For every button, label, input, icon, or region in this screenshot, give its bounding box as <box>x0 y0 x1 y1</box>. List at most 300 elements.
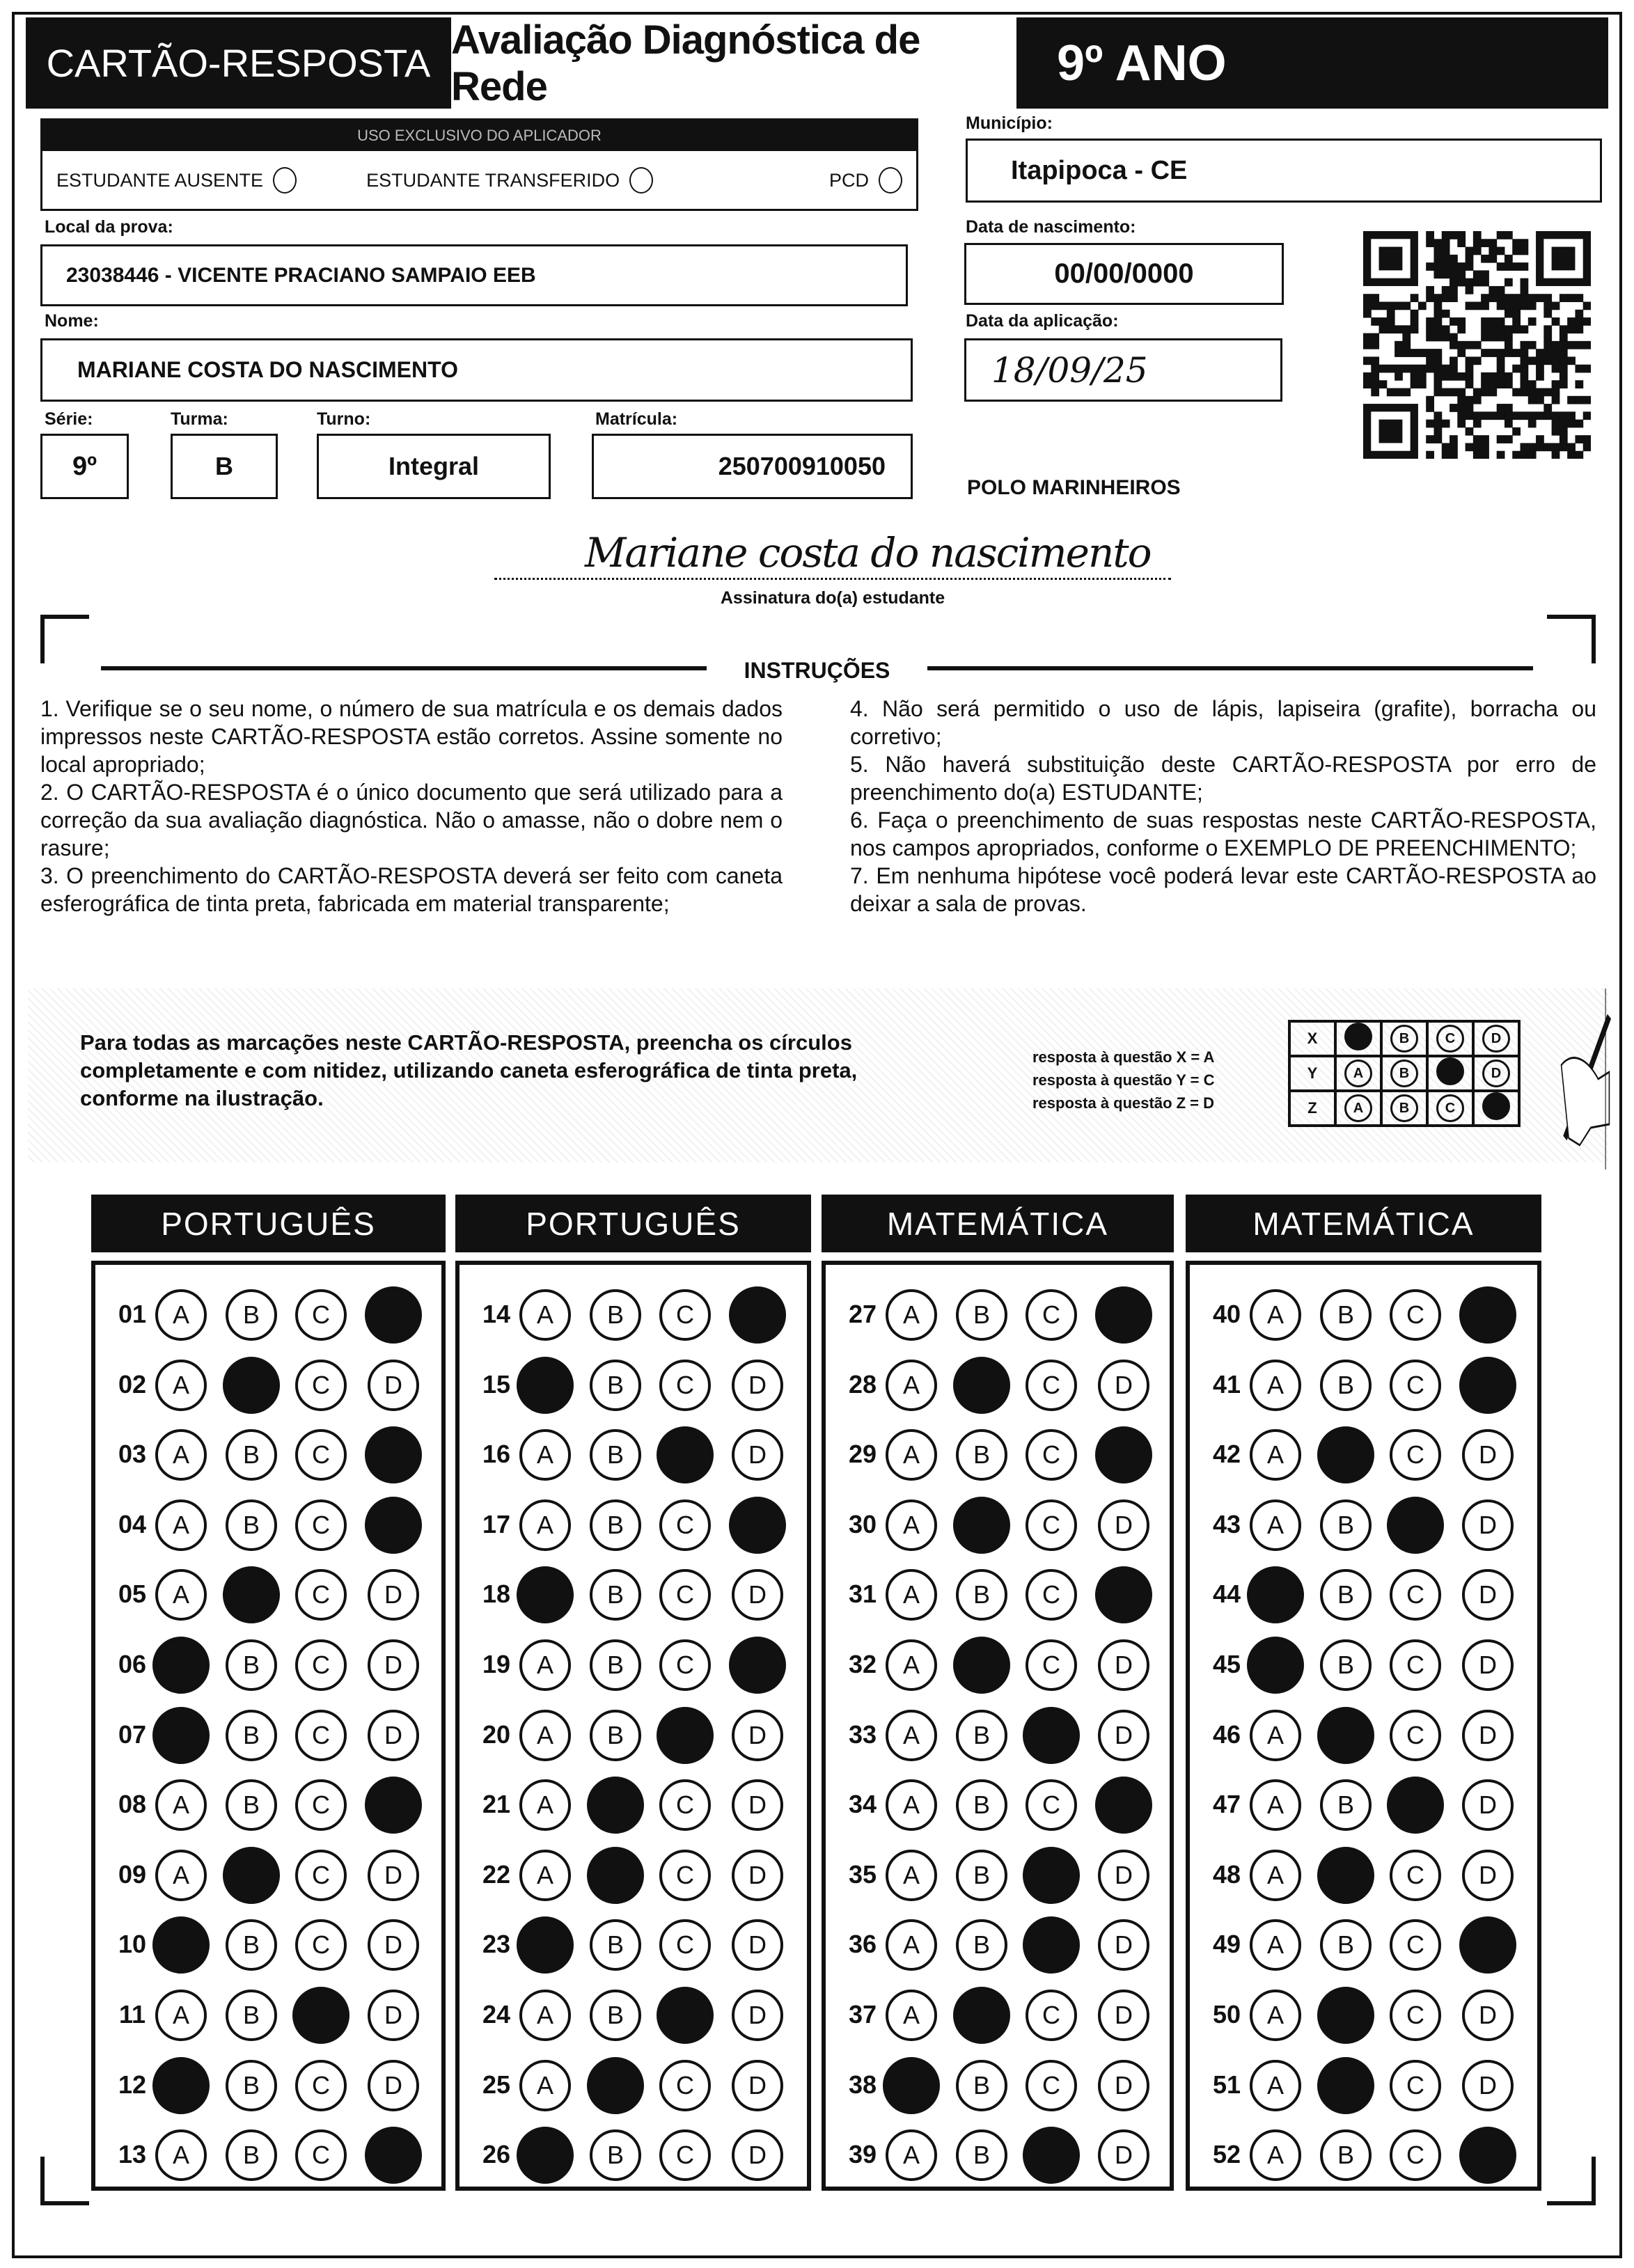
answer-bubble[interactable]: A <box>886 1429 937 1481</box>
answer-bubble-filled[interactable] <box>152 1707 210 1764</box>
corner-mark <box>1547 615 1596 663</box>
answer-bubble[interactable]: B <box>590 1429 641 1481</box>
answer-bubble[interactable]: A <box>1250 1289 1301 1341</box>
answer-bubble[interactable]: D <box>368 1710 419 1761</box>
answer-bubble[interactable]: A <box>155 2129 207 2181</box>
question-number: 17 <box>482 1509 511 1538</box>
answer-bubble[interactable]: A <box>155 1779 207 1831</box>
answer-bubble[interactable]: D <box>1462 1569 1514 1621</box>
answer-bubble[interactable]: B <box>226 1429 277 1481</box>
aplicador-box <box>40 118 918 211</box>
answer-bubble-filled[interactable] <box>587 1847 644 1904</box>
question-number: 26 <box>482 2140 511 2169</box>
answer-bubble[interactable]: A <box>155 1429 207 1481</box>
question-number: 40 <box>1212 1300 1241 1328</box>
answer-bubble[interactable]: C <box>295 1850 347 1901</box>
section-title: MATEMÁTICA <box>822 1195 1174 1252</box>
example-bubble: A <box>1344 1094 1372 1122</box>
answer-bubble[interactable]: B <box>590 2129 641 2181</box>
answer-bubble[interactable]: B <box>226 1499 277 1551</box>
question-number: 23 <box>482 1930 511 1959</box>
answer-bubble-filled[interactable] <box>587 2057 644 2114</box>
answer-bubble-filled[interactable] <box>729 1497 786 1554</box>
answer-bubble[interactable]: A <box>519 1289 571 1341</box>
answer-bubble[interactable]: A <box>886 1850 937 1901</box>
answer-bubble-filled[interactable] <box>292 1987 349 2044</box>
question-number: 52 <box>1212 2140 1241 2169</box>
answer-bubble[interactable]: A <box>155 1289 207 1341</box>
answer-bubble[interactable]: A <box>155 1360 207 1411</box>
instruction-item: 6. Faça o preenchimento de suas respostas neste CARTÃO-RESPOSTA, nos campos apropriados, conforme o EXEMPLO DE PREENCHIMENTO; <box>850 808 1596 860</box>
example-bubble: A <box>1344 1060 1372 1087</box>
answer-bubble-filled[interactable] <box>1317 1987 1374 2044</box>
answer-bubble-filled[interactable] <box>953 1497 1010 1554</box>
example-bubble: C <box>1436 1094 1464 1122</box>
answer-bubble[interactable]: C <box>1026 1990 1077 2041</box>
answer-bubble[interactable]: C <box>1390 1569 1441 1621</box>
question-number: 28 <box>848 1369 877 1399</box>
answer-bubble[interactable]: C <box>659 1360 711 1411</box>
answer-bubble[interactable]: A <box>1250 1499 1301 1551</box>
answer-bubble[interactable]: B <box>1320 1360 1372 1411</box>
question-number: 51 <box>1212 2070 1241 2099</box>
answer-bubble[interactable]: B <box>590 1499 641 1551</box>
instructions-right <box>850 695 1596 918</box>
example-cell <box>1381 1056 1427 1091</box>
question-number: 30 <box>848 1509 877 1538</box>
answer-bubble[interactable]: D <box>1462 1779 1514 1831</box>
answer-bubble[interactable]: B <box>1320 1569 1372 1621</box>
answer-bubble-filled[interactable] <box>223 1357 280 1414</box>
answer-bubble[interactable]: A <box>155 1569 207 1621</box>
question-number: 09 <box>118 1859 147 1889</box>
answer-bubble-filled[interactable] <box>223 1566 280 1623</box>
example-bubble: B <box>1390 1094 1418 1122</box>
answer-bubble[interactable]: B <box>1320 1289 1372 1341</box>
answer-bubble[interactable]: D <box>1462 2060 1514 2111</box>
answer-bubble[interactable]: A <box>1250 1360 1301 1411</box>
answer-bubble[interactable]: B <box>590 1710 641 1761</box>
answer-bubble-filled[interactable] <box>517 1357 574 1414</box>
answer-bubble[interactable]: C <box>659 1499 711 1551</box>
answer-bubble[interactable]: A <box>519 2060 571 2111</box>
answer-box <box>91 1261 446 2191</box>
answer-bubble[interactable]: B <box>956 1569 1007 1621</box>
answer-bubble[interactable]: D <box>1098 1499 1149 1551</box>
answer-bubble-filled[interactable] <box>657 1426 714 1483</box>
signature-line <box>494 578 1171 580</box>
answer-bubble-filled[interactable] <box>1095 1566 1152 1623</box>
answer-bubble-filled[interactable] <box>657 1987 714 2044</box>
answer-bubble[interactable]: D <box>732 1360 783 1411</box>
answer-bubble[interactable]: C <box>659 2060 711 2111</box>
example-cell <box>1335 1021 1381 1056</box>
answer-bubble[interactable]: B <box>1320 1639 1372 1691</box>
answer-bubble[interactable]: B <box>226 1710 277 1761</box>
answer-bubble[interactable]: A <box>155 1850 207 1901</box>
answer-bubble-filled[interactable] <box>365 1426 422 1483</box>
question-number: 48 <box>1212 1859 1241 1889</box>
answer-bubble[interactable]: D <box>1098 1639 1149 1691</box>
corner-mark <box>40 615 89 663</box>
answer-bubble-filled[interactable] <box>517 1916 574 1974</box>
answer-bubble[interactable]: A <box>886 1289 937 1341</box>
question-number: 15 <box>482 1369 511 1399</box>
answer-bubble[interactable]: C <box>1026 1429 1077 1481</box>
answer-bubble[interactable]: A <box>519 1639 571 1691</box>
answer-bubble[interactable]: D <box>1098 2060 1149 2111</box>
answer-bubble[interactable]: C <box>659 1919 711 1971</box>
question-number: 12 <box>118 2070 147 2099</box>
answer-bubble[interactable]: B <box>226 1919 277 1971</box>
answer-bubble[interactable]: D <box>368 2060 419 2111</box>
answer-bubble-filled[interactable] <box>953 1987 1010 2044</box>
answer-bubble-filled[interactable] <box>1023 2127 1080 2184</box>
answer-bubble[interactable]: B <box>956 1429 1007 1481</box>
answer-bubble[interactable]: A <box>1250 1919 1301 1971</box>
answer-bubble[interactable]: D <box>732 1919 783 1971</box>
answer-bubble[interactable]: C <box>1026 1289 1077 1341</box>
answer-bubble[interactable]: D <box>732 1779 783 1831</box>
answer-bubble[interactable]: C <box>1390 1429 1441 1481</box>
answer-bubble[interactable]: C <box>295 2060 347 2111</box>
answer-bubble[interactable]: D <box>368 1569 419 1621</box>
question-number: 20 <box>482 1719 511 1749</box>
answer-bubble[interactable]: A <box>886 2129 937 2181</box>
answer-bubble[interactable]: D <box>368 1639 419 1691</box>
answer-bubble[interactable]: C <box>1026 2060 1077 2111</box>
answer-bubble[interactable]: B <box>1320 1919 1372 1971</box>
answer-bubble[interactable]: C <box>659 1569 711 1621</box>
answer-bubble[interactable]: D <box>1462 1429 1514 1481</box>
ausente-label: ESTUDANTE AUSENTE <box>56 169 264 191</box>
answer-bubble-filled[interactable] <box>152 1916 210 1974</box>
question-number: 37 <box>848 2000 877 2029</box>
answer-bubble[interactable]: C <box>1390 1639 1441 1691</box>
question-number: 10 <box>118 1930 147 1959</box>
answer-bubble[interactable]: C <box>295 1919 347 1971</box>
answer-bubble[interactable]: A <box>886 1710 937 1761</box>
answer-bubble-filled[interactable] <box>365 1286 422 1344</box>
answer-bubble[interactable]: C <box>295 1710 347 1761</box>
divider <box>927 666 1533 670</box>
nome-field: MARIANE COSTA DO NASCIMENTO <box>40 338 913 402</box>
answer-bubble[interactable]: D <box>732 2060 783 2111</box>
answer-bubble[interactable]: D <box>368 1360 419 1411</box>
example-bubble: D <box>1482 1060 1510 1087</box>
nome-label: Nome: <box>45 311 99 331</box>
question-number: 21 <box>482 1790 511 1819</box>
example-row <box>1289 1056 1519 1091</box>
example-cell <box>1381 1091 1427 1126</box>
question-number: 29 <box>848 1440 877 1469</box>
question-number: 36 <box>848 1930 877 1959</box>
answer-bubble[interactable]: A <box>1250 1850 1301 1901</box>
question-number: 06 <box>118 1650 147 1678</box>
answer-bubble[interactable]: B <box>226 1289 277 1341</box>
polo-label: POLO MARINHEIROS <box>967 476 1181 499</box>
instruction-item: 7. Em nenhuma hipótese você poderá levar este CARTÃO-RESPOSTA ao deixar a sala de provas. <box>850 863 1596 916</box>
example-cell <box>1381 1021 1427 1056</box>
answer-box <box>822 1261 1174 2191</box>
answer-bubble[interactable]: D <box>1462 1850 1514 1901</box>
municipio-label: Município: <box>966 113 1053 133</box>
answer-bubble[interactable]: C <box>1390 1990 1441 2041</box>
answer-bubble[interactable]: C <box>659 1779 711 1831</box>
answer-bubble-filled[interactable] <box>1387 1777 1444 1834</box>
answer-bubble-filled[interactable] <box>1317 1707 1374 1764</box>
answer-bubble[interactable]: A <box>886 1360 937 1411</box>
answer-bubble[interactable]: C <box>1390 2129 1441 2181</box>
answer-bubble-filled[interactable] <box>1317 1847 1374 1904</box>
answer-bubble[interactable]: B <box>956 1710 1007 1761</box>
answer-bubble-filled[interactable] <box>953 1357 1010 1414</box>
answer-bubble[interactable]: D <box>368 1990 419 2041</box>
answer-bubble-filled[interactable] <box>365 1497 422 1554</box>
answer-bubble[interactable]: A <box>519 1499 571 1551</box>
answer-bubble-filled[interactable] <box>1095 1777 1152 1834</box>
answer-bubble[interactable]: D <box>732 1710 783 1761</box>
example-cell <box>1473 1056 1519 1091</box>
answer-bubble-filled[interactable] <box>1459 1286 1516 1344</box>
answer-bubble[interactable]: C <box>295 1779 347 1831</box>
answer-bubble[interactable]: A <box>886 1499 937 1551</box>
example-cell <box>1427 1056 1473 1091</box>
answer-bubble[interactable]: B <box>1320 2129 1372 2181</box>
answer-bubble[interactable]: B <box>1320 1779 1372 1831</box>
answer-bubble[interactable]: B <box>590 1990 641 2041</box>
answer-bubble-filled[interactable] <box>953 1637 1010 1694</box>
answer-bubble-filled[interactable] <box>1459 1357 1516 1414</box>
answer-bubble[interactable]: C <box>295 1360 347 1411</box>
answer-bubble[interactable]: C <box>295 1429 347 1481</box>
answer-bubble[interactable]: C <box>659 2129 711 2181</box>
answer-bubble[interactable]: A <box>519 1990 571 2041</box>
aplicador-title: USO EXCLUSIVO DO APLICADOR <box>42 120 916 151</box>
answer-bubble[interactable]: D <box>1462 1499 1514 1551</box>
answer-bubble-filled[interactable] <box>517 2127 574 2184</box>
question-number: 01 <box>118 1300 147 1328</box>
example-bubble <box>1344 1023 1372 1050</box>
answer-bubble-filled[interactable] <box>1317 2057 1374 2114</box>
answer-bubble[interactable]: C <box>1026 1779 1077 1831</box>
example-cell <box>1473 1021 1519 1056</box>
answer-bubble[interactable]: C <box>295 1569 347 1621</box>
answer-bubble[interactable]: D <box>1098 1360 1149 1411</box>
answer-bubble[interactable]: A <box>1250 2060 1301 2111</box>
answer-bubble[interactable]: D <box>732 1429 783 1481</box>
answer-bubble[interactable]: C <box>295 2129 347 2181</box>
example-bubble: B <box>1390 1060 1418 1087</box>
example-bubble <box>1436 1057 1464 1085</box>
answer-bubble[interactable]: D <box>1098 1919 1149 1971</box>
answer-bubble[interactable]: B <box>226 1639 277 1691</box>
answer-bubble[interactable]: C <box>659 1850 711 1901</box>
answer-bubble-filled[interactable] <box>729 1637 786 1694</box>
answer-bubble-filled[interactable] <box>223 1847 280 1904</box>
answer-bubble[interactable]: D <box>732 1569 783 1621</box>
answer-bubble-filled[interactable] <box>1459 1916 1516 1974</box>
answer-bubble[interactable]: D <box>1462 1990 1514 2041</box>
answer-bubble[interactable]: B <box>956 2129 1007 2181</box>
answer-bubble[interactable]: C <box>1026 1499 1077 1551</box>
grade-title: 9º ANO <box>1016 17 1608 109</box>
answer-bubble[interactable]: B <box>226 1990 277 2041</box>
answer-bubble[interactable]: D <box>732 2129 783 2181</box>
answer-bubble[interactable]: C <box>1026 1639 1077 1691</box>
answer-bubble[interactable]: B <box>956 2060 1007 2111</box>
answer-bubble[interactable]: A <box>519 1779 571 1831</box>
answer-bubble[interactable]: C <box>1390 1360 1441 1411</box>
answer-bubble-filled[interactable] <box>1095 1286 1152 1344</box>
answer-bubble[interactable]: D <box>1462 1710 1514 1761</box>
example-cell <box>1335 1091 1381 1126</box>
answer-bubble[interactable]: B <box>956 1850 1007 1901</box>
pcd-bubble[interactable] <box>879 167 902 194</box>
divider <box>101 666 707 670</box>
transferido-bubble[interactable] <box>629 167 653 194</box>
turma-label: Turma: <box>171 409 228 429</box>
ausente-bubble[interactable] <box>273 167 297 194</box>
answer-bubble-filled[interactable] <box>1023 1847 1080 1904</box>
answer-bubble[interactable]: C <box>659 1289 711 1341</box>
answer-bubble[interactable]: C <box>1390 1289 1441 1341</box>
answer-bubble[interactable]: A <box>519 1429 571 1481</box>
legend-line: resposta à questão Y = C <box>1032 1071 1215 1089</box>
answer-bubble[interactable]: A <box>1250 1779 1301 1831</box>
answer-bubble-filled[interactable] <box>1247 1566 1304 1623</box>
answer-bubble[interactable]: C <box>1390 2060 1441 2111</box>
answer-bubble[interactable]: D <box>732 1990 783 2041</box>
qr-pattern <box>1363 231 1591 459</box>
question-number: 18 <box>482 1580 511 1609</box>
pcd-label: PCD <box>828 169 869 191</box>
answer-bubble-filled[interactable] <box>1459 2127 1516 2184</box>
question-number: 08 <box>118 1790 147 1819</box>
answer-bubble[interactable]: A <box>1250 1710 1301 1761</box>
example-bubble: B <box>1390 1025 1418 1053</box>
hand-pen-icon <box>1554 989 1617 1170</box>
answer-bubble[interactable]: A <box>886 1919 937 1971</box>
answer-bubble[interactable]: A <box>886 1990 937 2041</box>
answer-bubble[interactable]: B <box>590 1919 641 1971</box>
turno-label: Turno: <box>317 409 371 429</box>
answer-bubble[interactable]: C <box>295 1499 347 1551</box>
answer-bubble[interactable]: A <box>886 1779 937 1831</box>
answer-bubble-filled[interactable] <box>365 2127 422 2184</box>
answer-bubble-filled[interactable] <box>729 1286 786 1344</box>
answer-bubble[interactable]: D <box>368 1850 419 1901</box>
answer-bubble[interactable]: A <box>155 1990 207 2041</box>
answer-bubble-filled[interactable] <box>587 1777 644 1834</box>
answer-bubble[interactable]: B <box>956 1289 1007 1341</box>
answer-bubble[interactable]: D <box>1098 2129 1149 2181</box>
legend-line: resposta à questão X = A <box>1032 1048 1215 1066</box>
matricula-field: 250700910050 <box>592 434 913 499</box>
answer-box <box>1186 1261 1541 2191</box>
answer-bubble-filled[interactable] <box>1023 1916 1080 1974</box>
turma-field: B <box>171 434 278 499</box>
answer-bubble-filled[interactable] <box>1317 1426 1374 1483</box>
example-question-label: X <box>1289 1021 1335 1056</box>
answer-bubble-filled[interactable] <box>517 1566 574 1623</box>
answer-bubble[interactable]: C <box>1026 1569 1077 1621</box>
answer-bubble-filled[interactable] <box>1023 1707 1080 1764</box>
answer-bubble[interactable]: B <box>226 1779 277 1831</box>
answer-bubble[interactable]: C <box>295 1639 347 1691</box>
answer-bubble[interactable]: C <box>1390 1850 1441 1901</box>
question-number: 38 <box>848 2070 877 2099</box>
answer-bubble[interactable]: B <box>590 1360 641 1411</box>
question-number: 39 <box>848 2140 877 2169</box>
answer-bubble[interactable]: A <box>1250 1990 1301 2041</box>
answer-bubble-filled[interactable] <box>365 1777 422 1834</box>
answer-bubble[interactable]: A <box>886 1569 937 1621</box>
answer-bubble[interactable]: D <box>1098 1850 1149 1901</box>
answer-bubble-filled[interactable] <box>657 1707 714 1764</box>
answer-bubble[interactable]: C <box>295 1289 347 1341</box>
answer-bubble[interactable]: B <box>956 1919 1007 1971</box>
answer-bubble[interactable]: C <box>659 1639 711 1691</box>
answer-bubble[interactable]: A <box>519 1710 571 1761</box>
question-number: 05 <box>118 1580 147 1609</box>
question-number: 45 <box>1212 1650 1241 1678</box>
answer-bubble[interactable]: A <box>519 1850 571 1901</box>
answer-bubble[interactable]: D <box>732 1850 783 1901</box>
exam-title: Avaliação Diagnóstica de Rede <box>451 17 920 109</box>
answer-bubble[interactable]: A <box>886 1639 937 1691</box>
example-grid <box>1288 1020 1521 1127</box>
answer-bubble[interactable]: B <box>590 1289 641 1341</box>
local-field: 23038446 - VICENTE PRACIANO SAMPAIO EEB <box>40 244 908 306</box>
answer-bubble[interactable]: C <box>1026 1360 1077 1411</box>
answer-bubble[interactable]: A <box>1250 2129 1301 2181</box>
answer-box <box>455 1261 811 2191</box>
answer-bubble-filled[interactable] <box>152 1637 210 1694</box>
answer-bubble[interactable]: B <box>590 1639 641 1691</box>
answer-bubble-filled[interactable] <box>1247 1637 1304 1694</box>
answer-bubble[interactable]: D <box>1098 1990 1149 2041</box>
answer-bubble-filled[interactable] <box>883 2057 940 2114</box>
instruction-item: 5. Não haverá substituição deste CARTÃO-RESPOSTA por erro de preenchimento do(a) ESTUDANTE; <box>850 752 1596 805</box>
answer-bubble[interactable]: D <box>368 1919 419 1971</box>
answer-bubble[interactable]: B <box>1320 1499 1372 1551</box>
answer-bubble[interactable]: B <box>226 2129 277 2181</box>
answer-bubble[interactable]: B <box>226 2060 277 2111</box>
serie-label: Série: <box>45 409 93 429</box>
nascimento-field: 00/00/0000 <box>964 243 1284 305</box>
transferido-label: ESTUDANTE TRANSFERIDO <box>366 169 620 191</box>
matricula-label: Matrícula: <box>595 409 678 429</box>
instructions-title: INSTRUÇÕES <box>744 658 890 683</box>
answer-bubble[interactable]: A <box>155 1499 207 1551</box>
answer-bubble-filled[interactable] <box>1095 1426 1152 1483</box>
answer-bubble[interactable]: D <box>1098 1710 1149 1761</box>
local-label: Local da prova: <box>45 217 173 237</box>
signature-caption: Assinatura do(a) estudante <box>720 588 945 608</box>
example-bubble <box>1482 1092 1510 1120</box>
answer-bubble[interactable]: D <box>1462 1639 1514 1691</box>
answer-bubble[interactable]: B <box>590 1569 641 1621</box>
answer-bubble-filled[interactable] <box>1387 1497 1444 1554</box>
question-number: 31 <box>848 1580 877 1609</box>
answer-bubble[interactable]: C <box>1390 1710 1441 1761</box>
answer-bubble[interactable]: C <box>1390 1919 1441 1971</box>
answer-bubble[interactable]: B <box>956 1779 1007 1831</box>
answer-bubble[interactable]: A <box>1250 1429 1301 1481</box>
answer-bubble-filled[interactable] <box>152 2057 210 2114</box>
example-row <box>1289 1091 1519 1126</box>
